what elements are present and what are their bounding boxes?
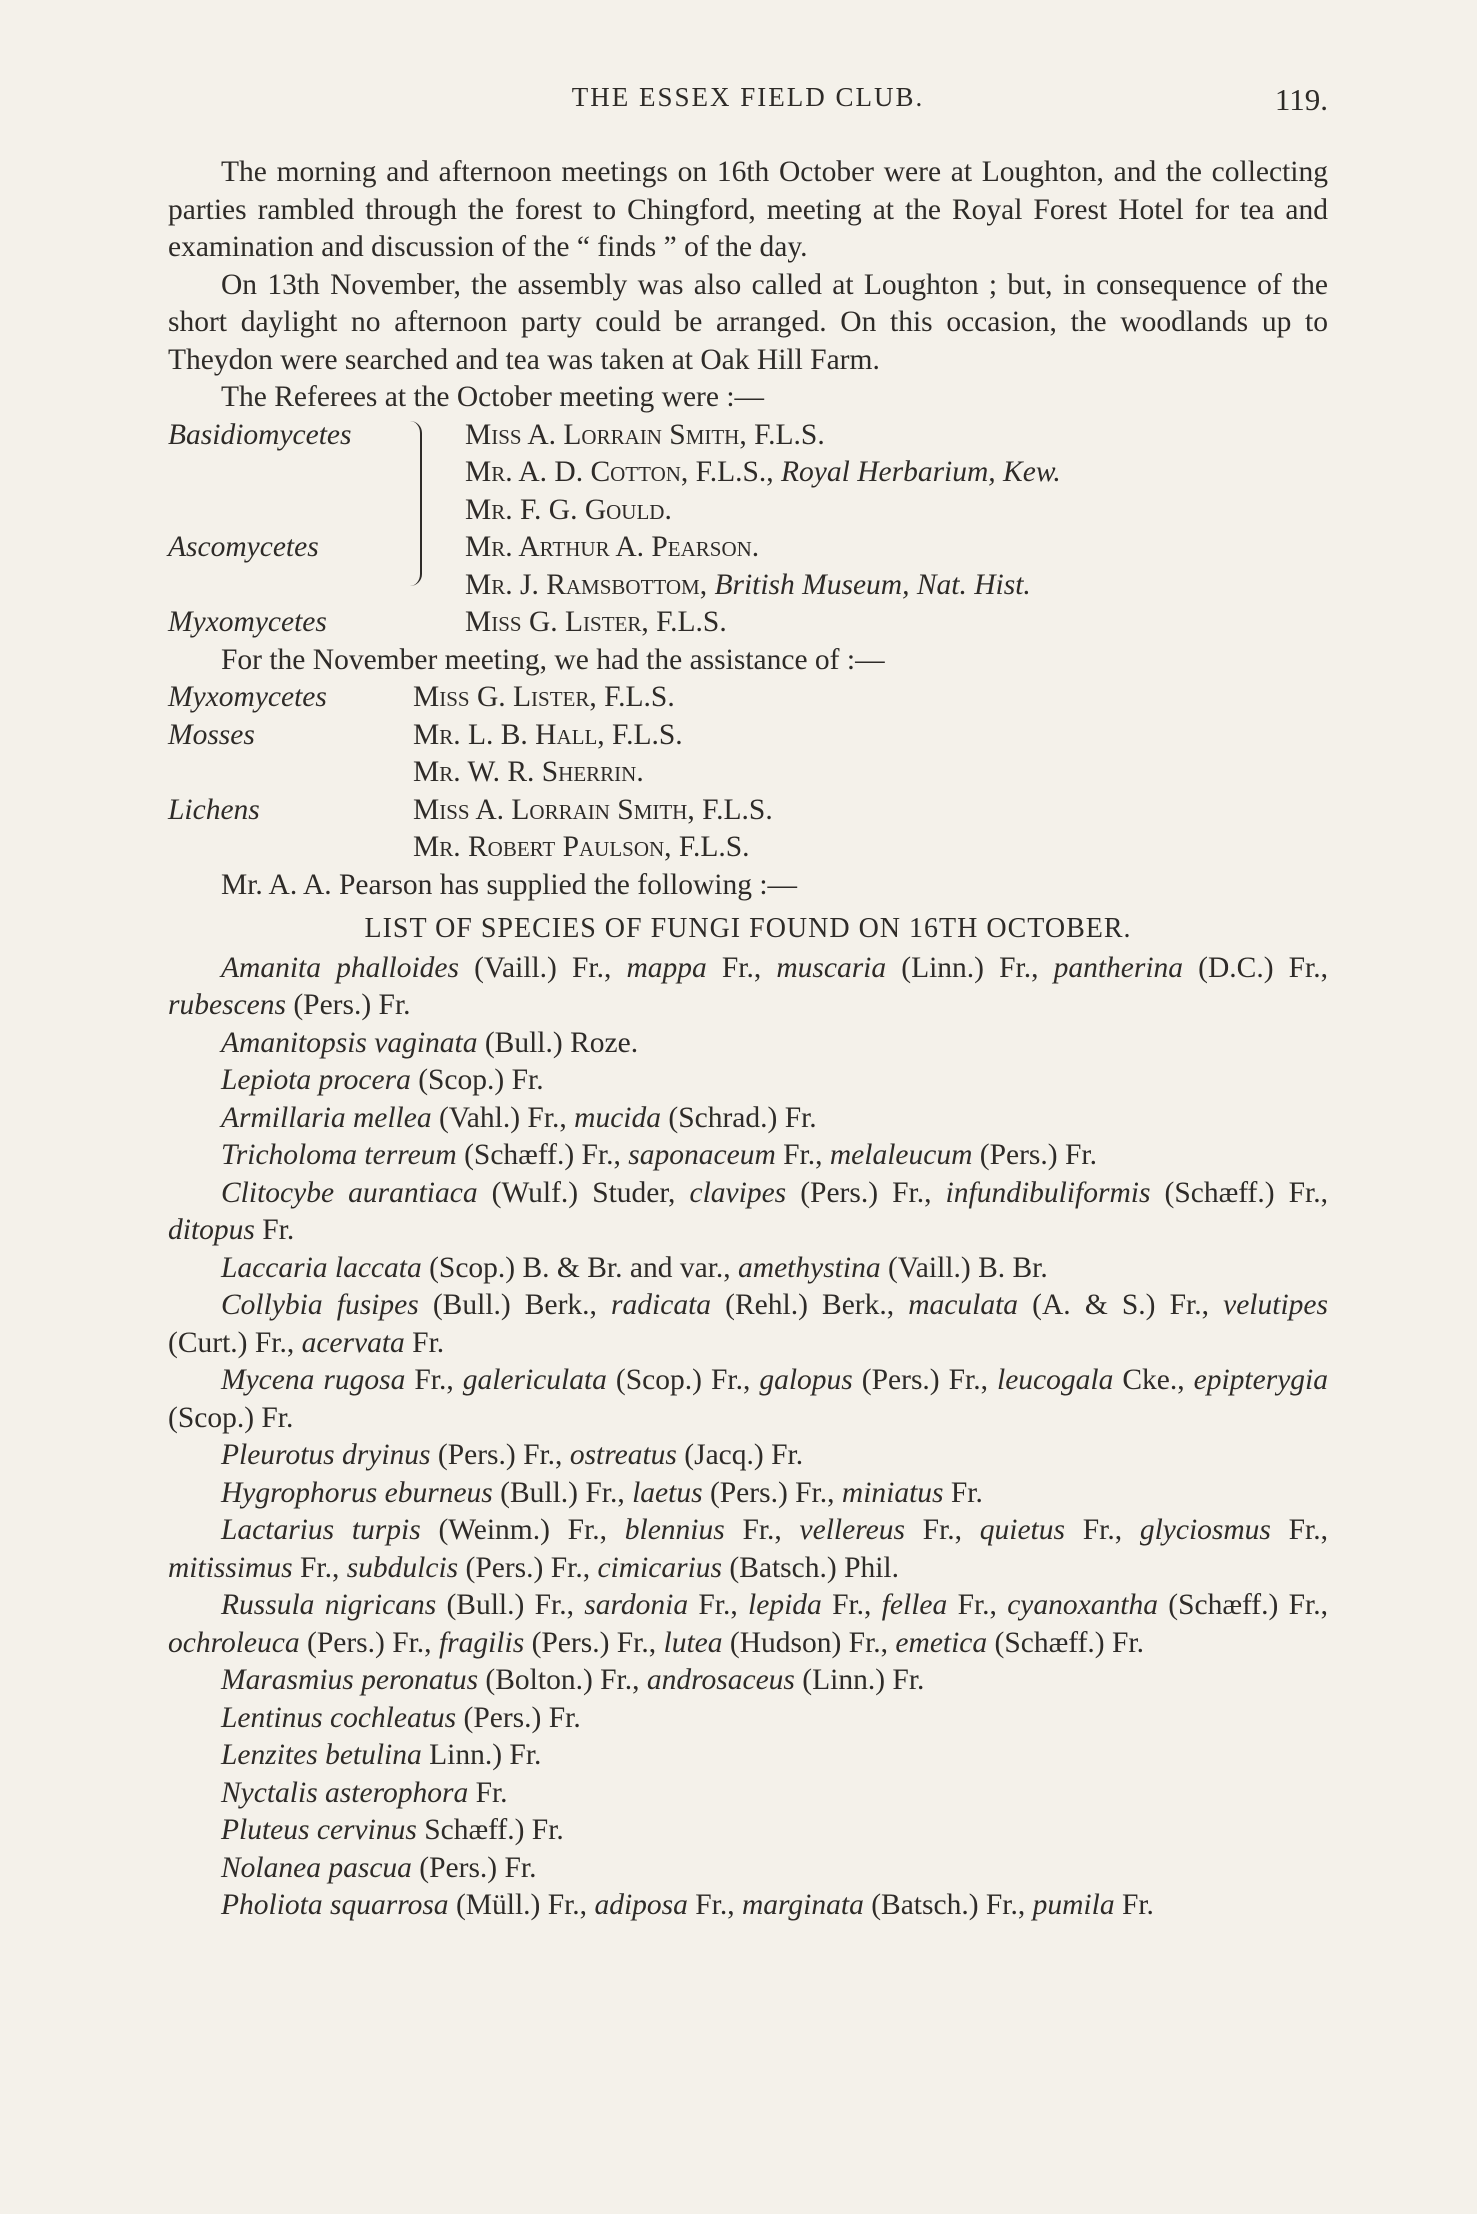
species-entry: Lactarius turpis (Weinm.) Fr., blennius Fr., vellereus Fr., quietus Fr., glyciosmus Fr., mitissimus Fr., subdulcis (Pers.) Fr., cimicarius (Batsch.) Phil. [168,1514,1328,1584]
species-entry: Lentinus cochleatus (Pers.) Fr. [221,1701,581,1734]
species-entry: Amanita phalloides (Vaill.) Fr., mappa Fr., muscaria (Linn.) Fr., pantherina (D.C.) Fr., rubescens (Pers.) Fr. [168,951,1329,1021]
referee-row [168,754,1328,792]
referee-affiliation: Royal Herbarium, Kew. [781,456,1061,488]
referee-group: Myxomycetes [168,681,327,713]
page-number: 119. [1274,82,1328,117]
paragraph-november: On 13th November, the assembly was also called at Loughton ; but, in consequence of the short daylight no afternoon party could be arranged. On this occasion, the woodlands up to Theydon were searched and tea was taken at Oak Hill Farm. [168,268,1328,376]
referee-row [168,417,1328,455]
referee-name: Mr. A. D. Cotton, F.L.S., [465,456,774,488]
species-entry: Armillaria mellea (Vahl.) Fr., mucida (Schrad.) Fr. [221,1101,817,1134]
page-body [168,154,1328,1925]
referee-row [168,717,1328,755]
referee-row [168,529,1328,567]
species-entry: Tricholoma terreum (Schæff.) Fr., saponaceum Fr., melaleucum (Pers.) Fr. [221,1139,1097,1171]
referee-name: Miss G. Lister, F.L.S. [413,681,675,713]
referee-affiliation: British Museum, Nat. Hist. [714,568,1031,601]
october-referees [168,417,1328,642]
referee-row [168,567,1328,605]
species-list [168,950,1328,1925]
referee-group: Lichens [168,793,260,826]
running-title: THE ESSEX FIELD CLUB. [571,82,925,112]
pearson-line: Mr. A. A. Pearson has supplied the following :— [221,868,798,901]
paragraph-october: The morning and afternoon meetings on 16th October were at Loughton, and the collecting parties rambled through the forest to Chingford, meeting at the Royal Forest Hotel for tea and examination and discussion of the “ finds ” of the day. [168,156,1328,263]
referee-row [168,492,1328,530]
species-entry: Hygrophorus eburneus (Bull.) Fr., laetus (Pers.) Fr., miniatus Fr. [221,1476,983,1509]
referee-name: Mr. Robert Paulson, F.L.S. [413,831,750,863]
referees-intro: The Referees at the October meeting were :— [221,381,765,413]
species-entry: Marasmius peronatus (Bolton.) Fr., androsaceus (Linn.) Fr. [221,1664,925,1696]
referee-row [168,454,1328,492]
referee-name: Mr. W. R. Sherrin. [413,756,644,788]
referee-name: Mr. L. B. Hall, F.L.S. [413,718,683,751]
species-entry: Lenzites betulina Linn.) Fr. [221,1739,542,1771]
species-entry: Russula nigricans (Bull.) Fr., sardonia Fr., lepida Fr., fellea Fr., cyanoxantha (Schæff.) Fr., ochroleuca (Pers.) Fr., fragilis (Pers.) Fr., lutea (Hudson) Fr., emetica (Schæff.) Fr. [168,1589,1328,1659]
species-entry: Mycena rugosa Fr., galericulata (Scop.) Fr., galopus (Pers.) Fr., leucogala Cke., epipterygia (Scop.) Fr. [168,1364,1328,1434]
referee-group: Myxomycetes [168,606,327,638]
species-entry: Pholiota squarrosa (Müll.) Fr., adiposa Fr., marginata (Batsch.) Fr., pumila Fr. [221,1889,1154,1921]
referee-row [168,792,1328,830]
species-entry: Pleurotus dryinus (Pers.) Fr., ostreatus (Jacq.) Fr. [221,1439,804,1471]
referee-row [168,829,1328,867]
species-entry: Nyctalis asterophora Fr. [221,1776,508,1809]
species-entry: Clitocybe aurantiaca (Wulf.) Studer, clavipes (Pers.) Fr., infundibuliformis (Schæff.) Fr., ditopus Fr. [168,1176,1328,1246]
species-entry: Collybia fusipes (Bull.) Berk., radicata (Rehl.) Berk., maculata (A. & S.) Fr., velutipes (Curt.) Fr., acervata Fr. [168,1289,1328,1359]
species-entry: Nolanea pascua (Pers.) Fr. [221,1851,537,1884]
referee-group: Ascomycetes [168,531,319,563]
referee-name: Mr. J. Ramsbottom, [465,568,708,601]
species-entry: Laccaria laccata (Scop.) B. & Br. and var., amethystina (Vaill.) B. Br. [221,1251,1048,1284]
referee-row [168,604,1328,642]
referee-group: Mosses [168,718,255,751]
referee-name: Mr. Arthur A. Pearson. [465,531,760,563]
referee-name: Miss A. Lorrain Smith, F.L.S. [465,418,825,451]
page-header [168,82,1328,122]
referee-name: Mr. F. G. Gould. [465,493,672,526]
referee-group: Basidiomycetes [168,418,352,451]
species-list-title: LIST OF SPECIES OF FUNGI FOUND ON 16TH OCTOBER. [364,913,1132,944]
species-entry: Lepiota procera (Scop.) Fr. [221,1064,544,1096]
referee-name: Miss A. Lorrain Smith, F.L.S. [413,793,773,826]
species-entry: Amanitopsis vaginata (Bull.) Roze. [221,1026,639,1059]
referee-row [168,679,1328,717]
november-intro: For the November meeting, we had the assistance of :— [221,643,885,676]
november-referees [168,679,1328,867]
species-entry: Pluteus cervinus Schæff.) Fr. [221,1814,564,1846]
referee-name: Miss G. Lister, F.L.S. [465,606,727,638]
